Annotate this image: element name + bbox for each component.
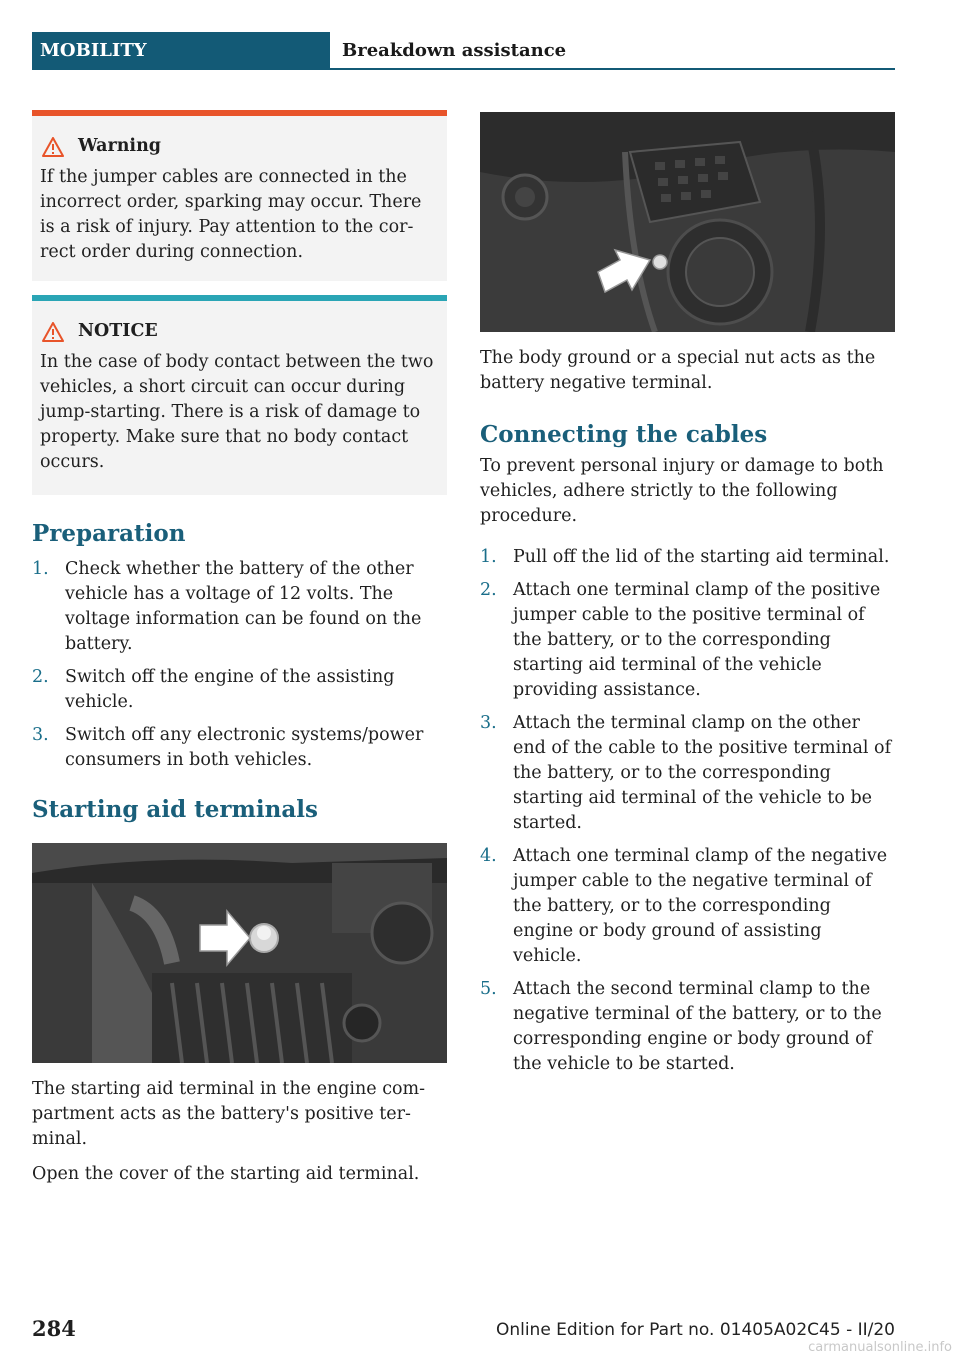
list-item bbox=[32, 665, 447, 715]
step-text: Switch off the engine of the assisting vehicle. bbox=[65, 667, 395, 712]
notice-text: In the case of body contact between the two vehicles, a short circuit can occur during jump-starting. There is a risk of damage to property. Make sure that no body contact occurs. bbox=[40, 352, 434, 472]
notice-label: NOTICE bbox=[78, 321, 158, 341]
right-column bbox=[480, 112, 895, 1085]
list-item bbox=[480, 844, 895, 969]
step-text: Attach one terminal clamp of the positive jumper cable to the positive terminal of the battery, or to the corresponding starting aid terminal of the vehicle providing assistance. bbox=[513, 580, 881, 700]
step-number: 5. bbox=[480, 979, 497, 999]
step-number: 3. bbox=[32, 725, 49, 745]
step-text: Switch off any electronic systems/power consumers in both vehicles. bbox=[65, 725, 424, 770]
starting-aid-note: Open the cover of the starting aid terminal. bbox=[32, 1164, 420, 1184]
notice-triangle-icon bbox=[42, 322, 64, 342]
step-number: 1. bbox=[32, 559, 49, 579]
warning-box bbox=[32, 110, 447, 281]
notice-box bbox=[32, 295, 447, 495]
section-label: MOBILITY bbox=[32, 32, 330, 70]
connecting-heading: Connecting the cables bbox=[480, 421, 768, 448]
list-item bbox=[480, 578, 895, 703]
body-ground-caption: The body ground or a special nut acts as the battery negative terminal. bbox=[480, 348, 876, 393]
list-item bbox=[480, 977, 895, 1077]
step-number: 1. bbox=[480, 547, 497, 567]
warning-text: If the jumper cables are connected in the incorrect order, sparking may occur. There is a risk of injury. Pay attention to the correct order during connection. bbox=[40, 167, 422, 262]
step-text: Attach one terminal clamp of the negative jumper cable to the negative terminal of the battery, or to the corresponding engine or body ground of assisting vehicle. bbox=[513, 846, 888, 966]
step-number: 2. bbox=[32, 667, 49, 687]
connecting-intro: To prevent personal injury or damage to both vehicles, adhere strictly to the following procedure. bbox=[480, 456, 884, 526]
edition-line: Online Edition for Part no. 01405A02C45 - II/20 bbox=[495, 1320, 895, 1340]
chapter-title: Breakdown assistance bbox=[342, 40, 567, 61]
preparation-heading: Preparation bbox=[32, 520, 186, 547]
left-column bbox=[32, 110, 447, 1187]
step-number: 2. bbox=[480, 580, 497, 600]
warning-header bbox=[40, 134, 439, 159]
list-item bbox=[480, 545, 895, 570]
page-header bbox=[32, 32, 895, 70]
engine-compartment-photo bbox=[32, 843, 447, 1063]
watermark: carmanualsonline.info bbox=[808, 1340, 952, 1355]
preparation-steps bbox=[32, 557, 447, 773]
step-text: Check whether the battery of the other vehicle has a voltage of 12 volts. The voltage information can be found on the battery. bbox=[65, 559, 422, 654]
step-number: 3. bbox=[480, 713, 497, 733]
body-ground-photo bbox=[480, 112, 895, 332]
page-number: 284 bbox=[32, 1316, 76, 1341]
notice-header bbox=[40, 319, 439, 344]
step-text: Attach the second terminal clamp to the negative terminal of the battery, or to the corresponding engine or body ground of the vehicle to be started. bbox=[513, 979, 882, 1074]
connecting-steps bbox=[480, 545, 895, 1077]
list-item bbox=[32, 557, 447, 657]
list-item bbox=[32, 723, 447, 773]
warning-triangle-icon bbox=[42, 137, 64, 157]
step-number: 4. bbox=[480, 846, 497, 866]
starting-aid-heading: Starting aid terminals bbox=[32, 796, 318, 823]
starting-aid-caption: The starting aid terminal in the engine compartment acts as the battery's positive terminal. bbox=[32, 1079, 426, 1149]
list-item bbox=[480, 711, 895, 836]
warning-label: Warning bbox=[78, 136, 162, 156]
step-text: Pull off the lid of the starting aid terminal. bbox=[513, 547, 890, 567]
step-text: Attach the terminal clamp on the other end of the cable to the positive terminal of the battery, or to the corresponding starting aid terminal of the vehicle to be started. bbox=[513, 713, 892, 833]
